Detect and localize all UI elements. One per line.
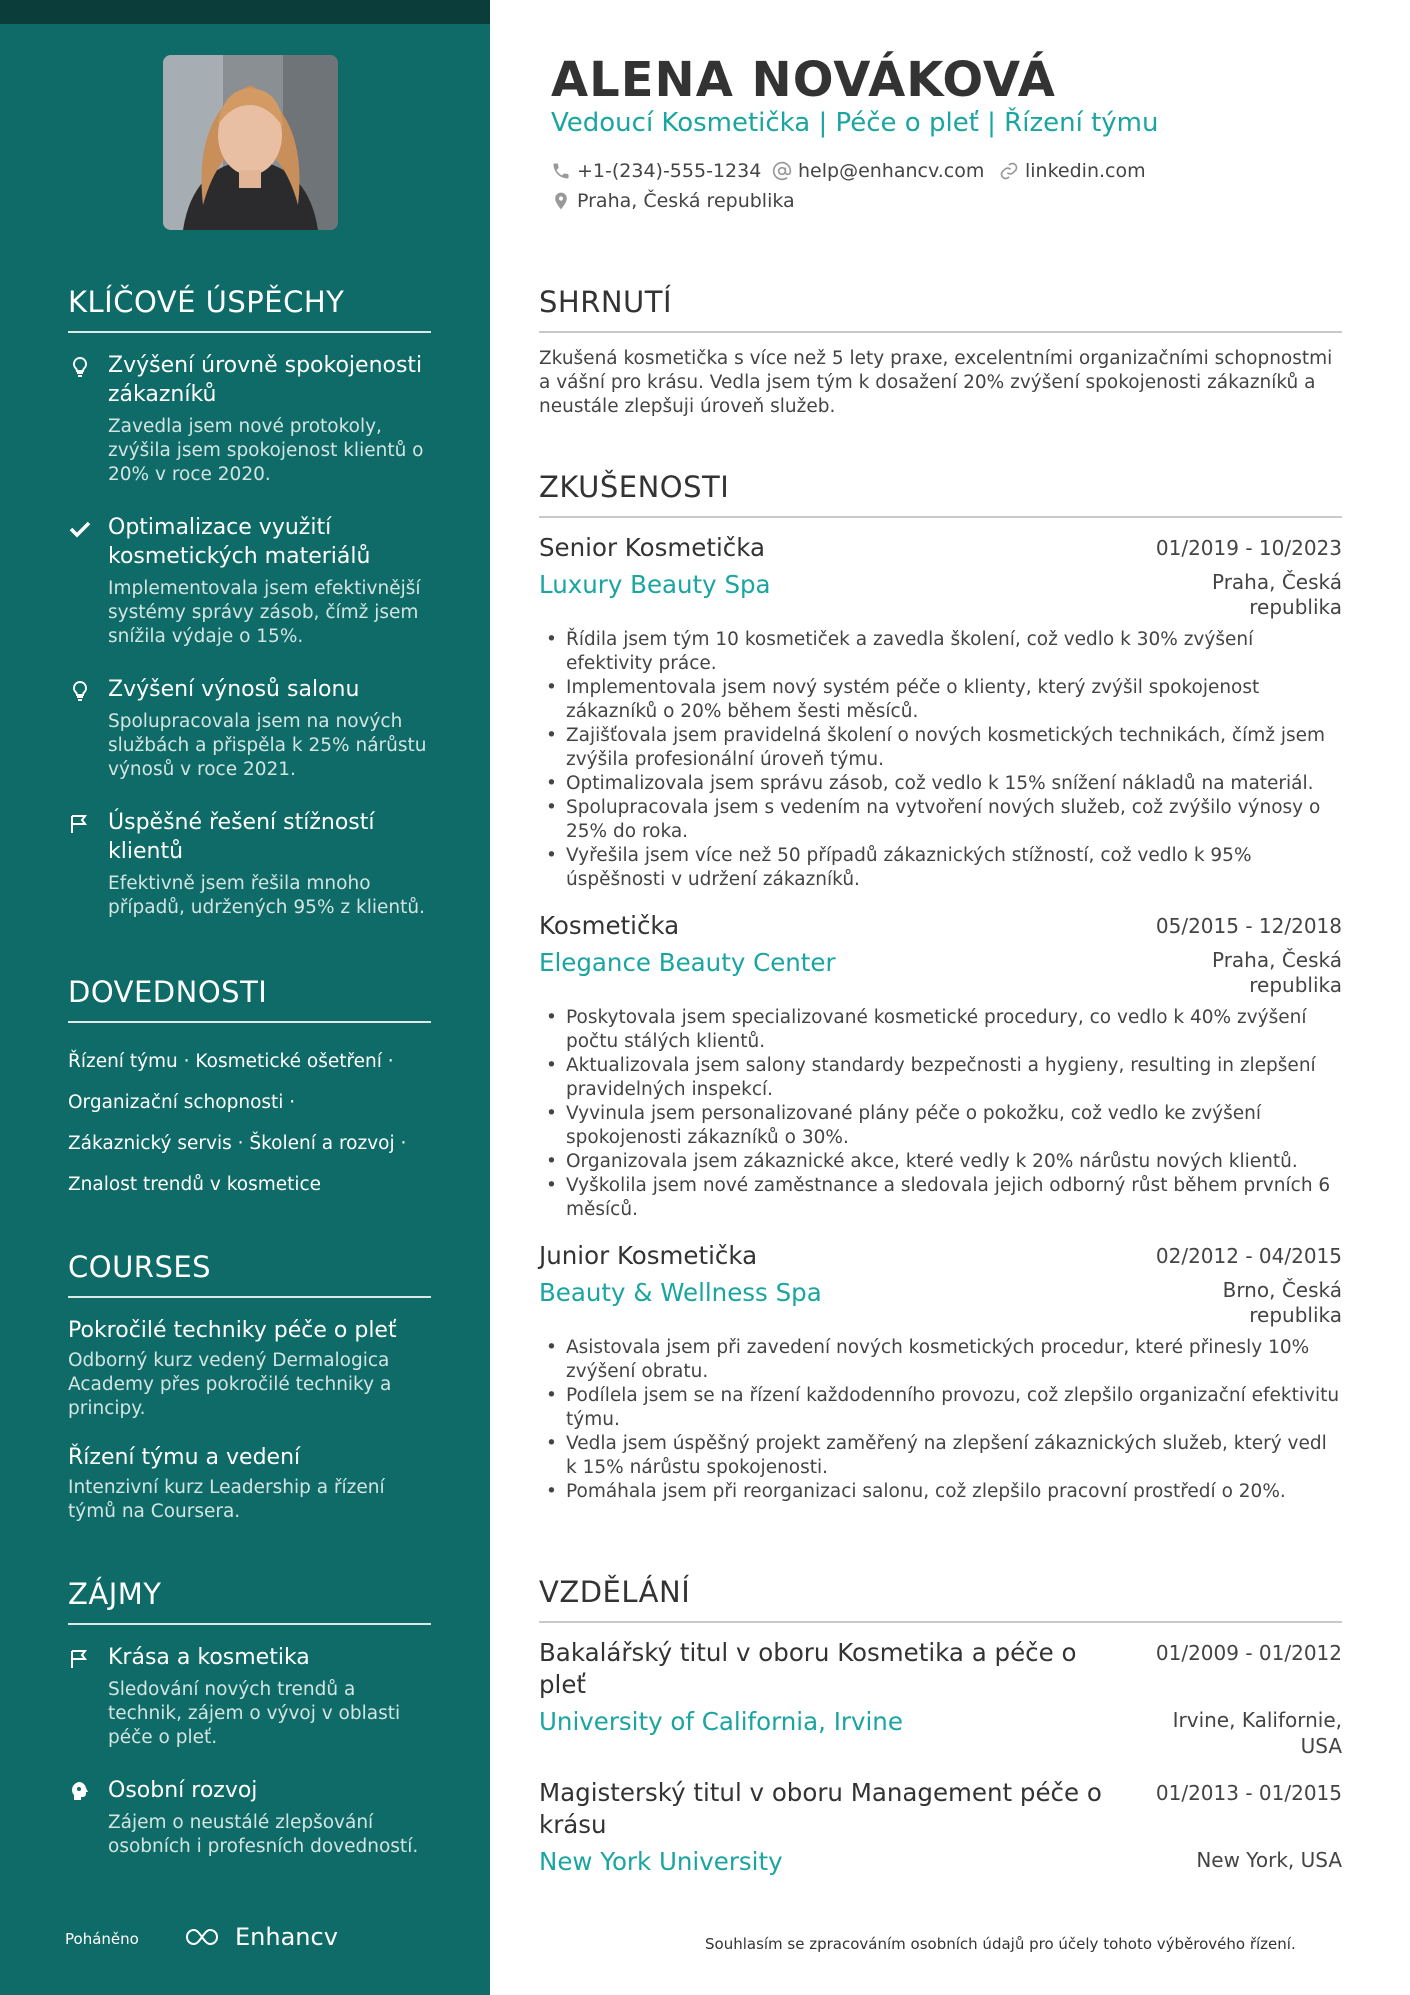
- achievement-title: Optimalizace využití kosmetických materiálů: [108, 515, 371, 569]
- degree-title: Bakalářský titul v oboru Kosmetika a péče o pleť: [539, 1638, 1077, 1699]
- job-title: Kosmetička: [539, 911, 680, 940]
- summary-text: Zkušená kosmetička s více než 5 lety praxe, excelentními organizačními schopnostmi a vášní pro krásu. Vedla jsem tým k dosažení 20% zvýšení spokojenosti zákazníků a neustále zlepšuji úroveň služeb.: [539, 348, 1333, 417]
- job-dates: 02/2012 - 04/2015: [1155, 1244, 1342, 1268]
- interest-item: [68, 1643, 431, 1750]
- achievement-desc: Efektivně jsem řešila mnoho případů, udržených 95% z klientů.: [108, 873, 425, 918]
- school-location: New York, USA: [1196, 1848, 1342, 1872]
- lightbulb-icon: [68, 679, 92, 703]
- bullet: • Zajišťovala jsem pravidelná školení o nových kosmetických technikách, čímž jsem zvýšila profesionální úroveň týmu.: [539, 724, 1342, 772]
- skills-line: Řízení týmu · Kosmetické ošetření ·: [68, 1051, 394, 1072]
- job-bullets: [539, 1336, 1342, 1504]
- interest-title: Osobní rozvoj: [108, 1778, 258, 1803]
- achievements-title: KLÍČOVÉ ÚSPĚCHY: [68, 285, 431, 333]
- interest-desc: Zájem o neustálé zlepšování osobních i profesních dovedností.: [108, 1812, 419, 1857]
- bullet: • Vyvinula jsem personalizované plány péče o pokožku, což vedlo ke zvýšení spokojenosti zákazníků o 30%.: [539, 1102, 1342, 1150]
- location-pin-icon: [551, 191, 571, 211]
- degree-title: Magisterský titul v oboru Management péče o krásu: [539, 1778, 1102, 1839]
- course-title: Pokročilé techniky péče o pleť: [68, 1318, 397, 1343]
- achievement-item: [68, 351, 431, 487]
- skills-line: Zákaznický servis · Školení a rozvoj ·: [68, 1133, 407, 1154]
- brand-name: Enhancv: [235, 1923, 338, 1951]
- flag-icon: [68, 812, 92, 836]
- education-section: [539, 1575, 1342, 1877]
- achievement-title: Úspěšné řešení stížností klientů: [108, 810, 375, 864]
- contact-email[interactable]: [772, 160, 984, 182]
- check-icon: [68, 517, 92, 541]
- achievements-section: [68, 285, 431, 946]
- job-entry: [539, 1240, 1342, 1504]
- interest-title: Krása a kosmetika: [108, 1645, 310, 1670]
- job-company: Beauty & Wellness Spa: [539, 1278, 822, 1307]
- interests-title: ZÁJMY: [68, 1577, 431, 1625]
- consent-text: Souhlasím se zpracováním osobních údajů pro účely tohoto výběrového řízení.: [705, 1935, 1296, 1953]
- bullet: • Optimalizovala jsem správu zásob, což vedlo k 15% snížení nákladů na materiál.: [539, 772, 1342, 796]
- degree-dates: 01/2009 - 01/2012: [1155, 1641, 1342, 1665]
- interests-section: [68, 1577, 431, 1885]
- job-dates: 05/2015 - 12/2018: [1155, 914, 1342, 938]
- interest-item: [68, 1776, 431, 1859]
- job-entry: [539, 910, 1342, 1222]
- degree-dates: 01/2013 - 01/2015: [1155, 1781, 1342, 1805]
- job-location: Brno, Česká republika: [1222, 1278, 1342, 1327]
- job-bullets: [539, 1006, 1342, 1222]
- course-desc: Intenzivní kurz Leadership a řízení týmů na Coursera.: [68, 1477, 385, 1522]
- course-desc: Odborný kurz vedený Dermalogica Academy přes pokročilé techniky a principy.: [68, 1350, 392, 1419]
- job-company: Elegance Beauty Center: [539, 948, 836, 977]
- education-entry: [539, 1777, 1342, 1877]
- bullet: • Organizovala jsem zákaznické akce, které vedly k 20% nárůstu nových klientů.: [539, 1150, 1342, 1174]
- job-title: Junior Kosmetička: [539, 1241, 758, 1270]
- bullet: • Podílela jsem se na řízení každodenního provozu, což zlepšilo organizační efektivitu týmu.: [539, 1384, 1342, 1432]
- at-icon: [772, 161, 792, 181]
- phone-text: +1-(234)-555-1234: [577, 160, 762, 182]
- bullet: • Aktualizovala jsem salony standardy bezpečnosti a hygieny, resulting in zlepšení pravidelných inspekcí.: [539, 1054, 1342, 1102]
- bullet: • Poskytovala jsem specializované kosmetické procedury, co vedlo k 40% zvýšení počtu stálých klientů.: [539, 1006, 1342, 1054]
- contact-location: [551, 190, 795, 212]
- profile-photo: [163, 55, 338, 230]
- courses-title: COURSES: [68, 1250, 431, 1298]
- linkedin-text: linkedin.com: [1025, 160, 1146, 182]
- achievement-desc: Zavedla jsem nové protokoly, zvýšila jsem spokojenost klientů o 20% v roce 2020.: [108, 416, 424, 485]
- school-location: Irvine, Kalifornie, USA: [1172, 1708, 1342, 1758]
- course-title: Řízení týmu a vedení: [68, 1445, 301, 1470]
- link-icon: [999, 161, 1019, 181]
- flag-icon: [68, 1647, 92, 1671]
- email-text: help@enhancv.com: [798, 160, 985, 182]
- summary-title: SHRNUTÍ: [539, 285, 1342, 333]
- job-bullets: [539, 628, 1342, 892]
- achievement-title: Zvýšení úrovně spokojenosti zákazníků: [108, 353, 423, 407]
- education-title: VZDĚLÁNÍ: [539, 1575, 1342, 1623]
- bullet: • Implementovala jsem nový systém péče o klienty, který zvýšil spokojenost zákazníků o 20% během šesti měsíců.: [539, 676, 1342, 724]
- education-entry: [539, 1637, 1342, 1759]
- course-item: [68, 1316, 431, 1421]
- skills-line: Organizační schopnosti ·: [68, 1092, 296, 1113]
- achievement-item: [68, 513, 431, 649]
- bullet: • Pomáhala jsem při reorganizaci salonu, což zlepšilo pracovní prostředí o 20%.: [539, 1480, 1342, 1504]
- interest-desc: Sledování nových trendů a technik, zájem o vývoj v oblasti péče o pleť.: [108, 1679, 401, 1748]
- headline: Vedoucí Kosmetička | Péče o pleť | Řízení týmu: [551, 108, 1159, 138]
- contact-linkedin[interactable]: [999, 160, 1146, 182]
- bullet: • Spolupracovala jsem s vedením na vytvoření nových služeb, což zvýšilo výnosy o 25% do roka.: [539, 796, 1342, 844]
- achievement-desc: Implementovala jsem efektivnější systémy správy zásob, čímž jsem snížila výdaje o 15%.: [108, 578, 421, 647]
- achievement-title: Zvýšení výnosů salonu: [108, 677, 360, 702]
- job-location: Praha, Česká republika: [1211, 948, 1342, 997]
- skills-title: DOVEDNOSTI: [68, 975, 431, 1023]
- skills-line: Znalost trendů v kosmetice: [68, 1174, 322, 1195]
- location-text: Praha, Česká republika: [577, 190, 795, 212]
- experience-title: ZKUŠENOSTI: [539, 470, 1342, 518]
- school-name: New York University: [539, 1847, 783, 1876]
- summary-section: [539, 285, 1342, 419]
- skills-list: [68, 1041, 431, 1205]
- bullet: • Vyřešila jsem více než 50 případů zákaznických stížností, což vedlo k 95% úspěšnosti v udržení zákazníků.: [539, 844, 1342, 892]
- candidate-name: ALENA NOVÁKOVÁ: [551, 52, 1056, 108]
- course-item: [68, 1443, 431, 1524]
- phone-icon: [551, 161, 571, 181]
- achievement-desc: Spolupracovala jsem na nových službách a přispěla k 25% nárůstu výnosů v roce 2021.: [108, 711, 427, 780]
- job-title: Senior Kosmetička: [539, 533, 766, 562]
- bullet: • Asistovala jsem při zavedení nových kosmetických procedur, které přinesly 10% zvýšení obratu.: [539, 1336, 1342, 1384]
- skills-section: [68, 975, 431, 1205]
- courses-section: [68, 1250, 431, 1546]
- brand-logo[interactable]: [183, 1923, 338, 1951]
- job-location: Praha, Česká republika: [1211, 570, 1342, 619]
- powered-by-label: Poháněno: [65, 1930, 139, 1948]
- bullet: • Vyškolila jsem nové zaměstnance a sledovala jejich odborný růst během prvních 6 měsíců.: [539, 1174, 1342, 1222]
- brain-icon: [68, 1780, 92, 1804]
- bullet: • Řídila jsem tým 10 kosmetiček a zavedla školení, což vedlo k 30% zvýšení efektivity práce.: [539, 628, 1342, 676]
- experience-section: [539, 470, 1342, 1504]
- contact-phone[interactable]: [551, 160, 761, 182]
- sidebar-top-bar: [0, 0, 490, 24]
- achievement-item: [68, 675, 431, 782]
- job-entry: [539, 532, 1342, 892]
- bullet: • Vedla jsem úspěšný projekt zaměřený na zlepšení zákaznických služeb, který vedl k 15% nárůstu spokojenosti.: [539, 1432, 1342, 1480]
- job-company: Luxury Beauty Spa: [539, 570, 771, 599]
- sidebar: [0, 0, 490, 1995]
- infinity-logo-icon: [183, 1926, 227, 1948]
- school-name: University of California, Irvine: [539, 1707, 903, 1736]
- job-dates: 01/2019 - 10/2023: [1155, 536, 1342, 560]
- achievement-item: [68, 808, 431, 920]
- lightbulb-icon: [68, 355, 92, 379]
